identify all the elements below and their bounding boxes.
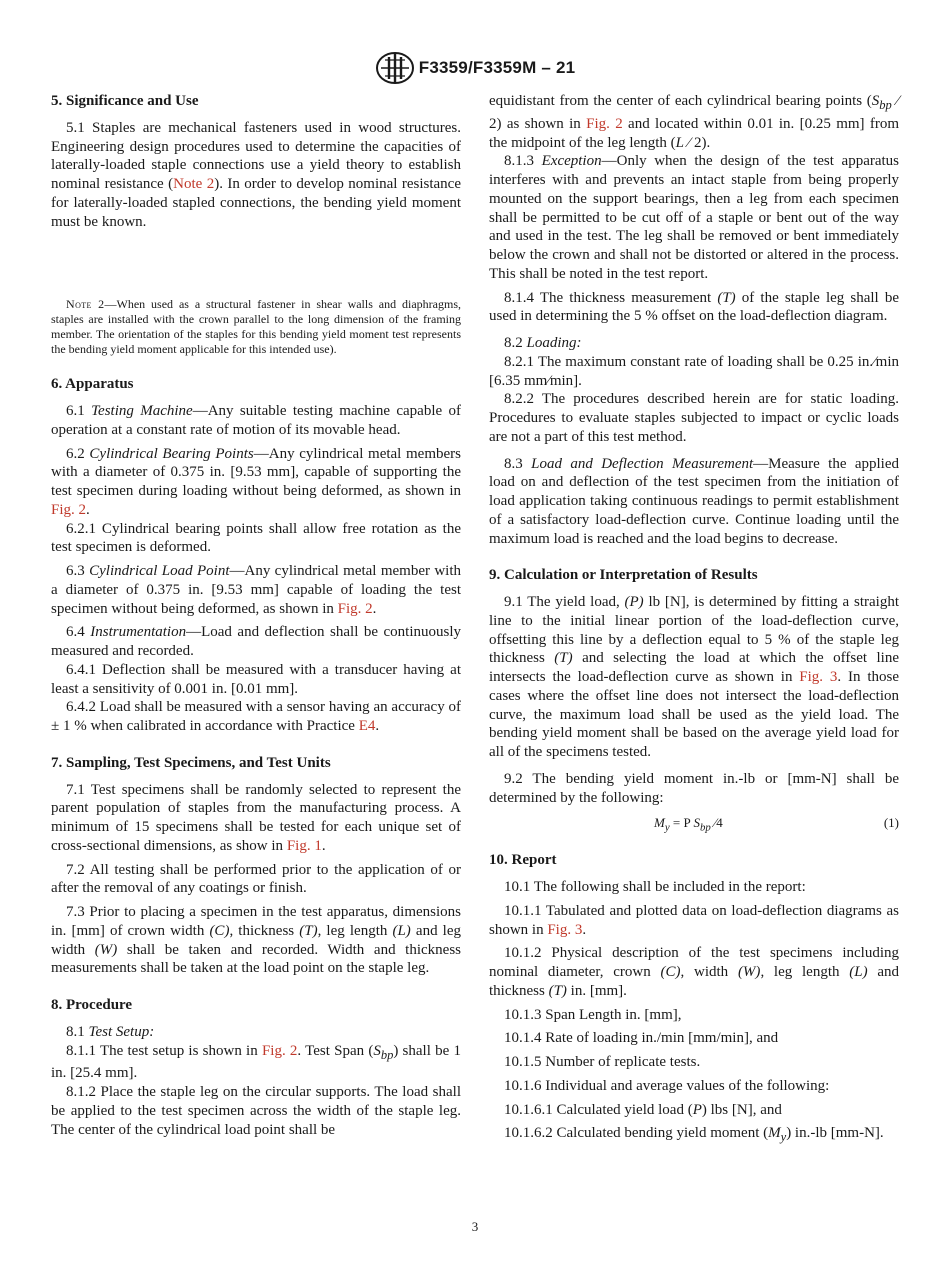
equation-expression: $M_y = P$ $S_{bp}$ ⁄4 (654, 815, 723, 834)
e4-link[interactable]: E4 (358, 718, 376, 734)
paragraph-10-1-1: 10.1.1 Tabulated and plotted data on load-deflection diagrams as shown in Fig. 3. (489, 902, 899, 938)
section-10-heading: 10. Report (489, 852, 557, 869)
section-5-heading: 5. Significance and Use (51, 93, 199, 109)
page-number: 3 (471, 1219, 479, 1234)
paragraph-7-2: 7.2 All testing shall be performed prior to the application of or after the removal of any coatings or finish. (51, 861, 461, 897)
paragraph-10-1-2: 10.1.2 Physical description of the test specimens including nominal diameter, crown (C), width (W), leg length (L) and thickness (T) in. [mm]. (489, 945, 899, 999)
section-8-heading: 8. Procedure (51, 997, 133, 1013)
paragraph-8-1-2: 8.1.2 Place the staple leg on the circular supports. The load shall be applied to the test specimen across the width of the staple leg. The center of the cylindrical load point shall be (51, 1084, 461, 1138)
paragraph-10-1-6-2: 10.1.6.2 Calculated bending yield moment $(M_y)$ in.-lb [mm-N]. (504, 1125, 884, 1145)
paragraph-6-4-1: 6.4.1 Deflection shall be measured with a transducer having at least a sensitivity of 0.001 in. [0.01 mm]. (51, 661, 461, 697)
fig-3-link[interactable]: Fig. 3 (799, 669, 838, 685)
paragraph-10-1-3: 10.1.3 Span Length in. [mm], (504, 1006, 682, 1023)
paragraph-8-1-4: 8.1.4 The thickness measurement (T) of the staple leg shall be used in determining the 5 % offset on the load-deflection diagram. (489, 289, 900, 325)
paragraph-8-2: 8.2 Loading: (504, 335, 582, 351)
paragraph-8-1-1: 8.1.1 The test setup is shown in Fig. 2. Test Span $(S_{bp})$ shall be 1 in. [25.4 mm]. (51, 1042, 461, 1082)
note-2-link[interactable]: Note 2 (173, 176, 215, 192)
fig-2-link[interactable]: Fig. 2 (51, 501, 87, 518)
paragraph-8-1: 8.1 Test Setup: (66, 1023, 155, 1040)
paragraph-6-4-2: 6.4.2 Load shall be measured with a sensor having an accuracy of ± 1 % when calibrated in accordance with Practice E4. (51, 699, 461, 734)
paragraph-8-2-1: 8.2.1 The maximum constant rate of loading shall be 0.25 in.⁄min [6.35 mm⁄min]. (489, 353, 899, 389)
paragraph-6-3: 6.3 Cylindrical Load Point—Any cylindrical metal member with a diameter of 0.375 in. [9.53 mm] capable of loading the test specimen without being deformed, as shown in Fig. 2. (51, 563, 461, 617)
paragraph-9-2: 9.2 The bending yield moment in.-lb or [mm-N] shall be determined by the following: (489, 770, 899, 806)
paragraph-6-1: 6.1 Testing Machine—Any suitable testing machine capable of operation at a constant rate of motion of its movable head. (51, 403, 462, 438)
fig-2-link[interactable]: Fig. 2 (586, 115, 623, 132)
page-header (0, 50, 950, 86)
note-2: Note 2—When used as a structural fastener in shear walls and diaphragms, staples are installed with the crown parallel to the long dimension of the framing member. The orientation of the staples for this bending yield moment test represents the bending yield moment applicable for this intended use). (51, 297, 461, 357)
equation-number: (1) (883, 815, 899, 831)
document-designation: F3359/F3359M – 21 (418, 58, 576, 77)
left-column (51, 92, 461, 1139)
paragraph-8-3: 8.3 Load and Deflection Measurement—Measure the applied load on and deflection of the test specimen from the initiation of load application taking continuous readings to permit establishment of a satisfactory load-deflection curve. Continue loading until the maximum load is reached and the load begins to decrease. (489, 455, 899, 547)
paragraph-7-1: 7.1 Test specimens shall be randomly selected to represent the parent population of staples from the manufacturing process. A minimum of 15 specimens shall be tested for each unique set of cross-sectional dimensions, as show in Fig. 1. (51, 781, 461, 854)
paragraph-8-1-3: 8.1.3 Exception—Only when the design of the test apparatus interferes with and prevents an intact staple from being properly mounted on the support bearings, then a leg from each specimen shall be permitted to be cut off of a staple or bent out of the way and used in the test. The leg shall be removed or bent immediately below the crown and shall not be distorted or altered in the process. This shall be noted in the test report. (489, 153, 900, 282)
paragraph-7-3: 7.3 Prior to placing a specimen in the test apparatus, dimensions in. [mm] of crown width (C), thickness (T), leg length (L) and leg width (W) shall be taken and recorded. Width and thickness measurements shall be taken at the load point on the staple leg. (51, 904, 462, 977)
paragraph-6-2: 6.2 Cylindrical Bearing Points—Any cylindrical metal members with a diameter of 0.375 in. [9.53 mm], capable of supporting the test specimen during loading without being deformed, as shown in Fig. 2. (51, 445, 461, 518)
section-9-heading: 9. Calculation or Interpretation of Results (489, 567, 758, 584)
paragraph-6-4: 6.4 Instrumentation—Load and deflection shall be continuously measured and recorded. (51, 624, 462, 659)
fig-2-link[interactable]: Fig. 2 (337, 600, 373, 617)
section-7-heading: 7. Sampling, Test Specimens, and Test Units (51, 754, 331, 771)
fig-1-link[interactable]: Fig. 1 (286, 837, 322, 854)
astm-logo-icon (375, 51, 415, 85)
right-column (489, 92, 899, 1147)
paragraph-8-1-2-continued: equidistant from the center of each cylindrical bearing points ($S_{bp}$ ⁄ 2) as shown in Fig. 2 and located within 0.01 in. [0.25 mm] from the midpoint of the leg length (L ⁄ 2). (489, 93, 900, 151)
paragraph-5-1: 5.1 Staples are mechanical fasteners used in wood structures. Engineering design procedures used to determine the capacities of laterally-loaded staple connections use a yield theory to establish nominal resistance (Note 2). In order to develop nominal resistance for laterally-loaded stapled connections, the bending yield moment must be known. (51, 119, 461, 230)
paragraph-10-1-6: 10.1.6 Individual and average values of the following: (504, 1077, 830, 1094)
paragraph-10-1: 10.1 The following shall be included in the report: (504, 879, 806, 895)
paragraph-9-1: 9.1 The yield load, (P) lb [N], is determined by fitting a straight line to the initial linear portion of the load-deflection curve, offsetting this line by a deflection equal to 5 % of the staple leg thickness (T) and selecting the load at which the offset line intersects the load-deflection curve as shown in Fig. 3. In those cases where the offset line does not intersect the load-deflection curve, the maximum load shall be used as the yield load. The bending yield moment shall be based on the average yield load for all of the specimens tested. (489, 594, 899, 760)
paragraph-10-1-6-1: 10.1.6.1 Calculated yield load (P) lbs [N], and (504, 1101, 782, 1118)
fig-3-link[interactable]: Fig. 3 (547, 921, 583, 938)
equation-1 (489, 811, 899, 833)
paragraph-8-2-2: 8.2.2 The procedures described herein are for static loading. Procedures to evaluate staples subjected to impact or cyclic loads are not a part of this test method. (489, 391, 899, 445)
section-6-heading: 6. Apparatus (51, 376, 134, 393)
fig-2-link[interactable]: Fig. 2 (261, 1042, 298, 1059)
paragraph-10-1-5: 10.1.5 Number of replicate tests. (504, 1054, 701, 1070)
paragraph-6-2-1: 6.2.1 Cylindrical bearing points shall allow free rotation as the test specimen is deformed. (51, 520, 461, 556)
paragraph-10-1-4: 10.1.4 Rate of loading in./min [mm/min], and (504, 1030, 779, 1047)
